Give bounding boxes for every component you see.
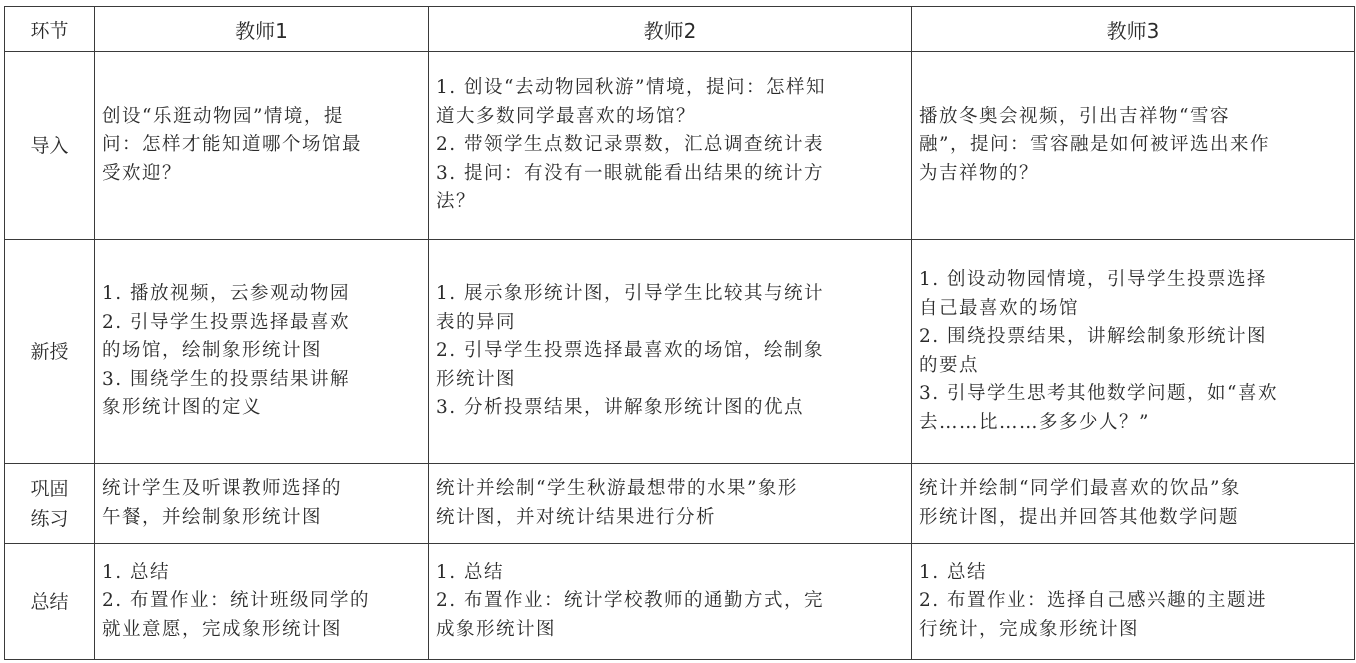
- cell-line: 的场馆，绘制象形统计图: [102, 340, 323, 362]
- teacher-3-cell: [912, 240, 1355, 464]
- cell-line: 午餐，并绘制象形统计图: [102, 506, 323, 528]
- header-teacher-3: 教师3: [912, 7, 1355, 52]
- teacher-1-cell: [95, 240, 429, 464]
- header-stage: 环节: [5, 7, 95, 52]
- cell-line: 播放冬奥会视频，引出吉祥物“雪容: [919, 105, 1230, 127]
- cell-line: 3. 围绕学生的投票结果讲解: [102, 368, 351, 390]
- stage-label: 导入: [5, 52, 95, 240]
- cell-line: 创设“乐逛动物园”情境，提: [102, 105, 344, 127]
- cell-line: 2. 布置作业：选择自己感兴趣的主题进: [919, 590, 1268, 612]
- cell-line: 2. 引导学生投票选择最喜欢的场馆，绘制象: [436, 340, 825, 362]
- cell-line: 1. 总结: [919, 561, 988, 583]
- teacher-3-cell: [912, 464, 1355, 544]
- cell-line: 问：怎样才能知道哪个场馆最: [102, 134, 363, 156]
- teacher-2-cell: [429, 240, 912, 464]
- stage-label: 总结: [5, 544, 95, 660]
- table-row-summary: [5, 544, 1355, 660]
- cell-line: 统计并绘制“同学们最喜欢的饮品”象: [919, 478, 1241, 499]
- table-row-intro: [5, 52, 1355, 240]
- stage-label-line: 巩固: [30, 477, 69, 500]
- cell-line: 2. 围绕投票结果，讲解绘制象形统计图: [919, 326, 1268, 347]
- cell-line: 道大多数同学最喜欢的场馆？: [436, 105, 697, 127]
- cell-line: 统计并绘制“学生秋游最想带的水果”象形: [436, 478, 798, 499]
- cell-line: 的要点: [919, 354, 980, 376]
- cell-line: 1. 创设动物园情境，引导学生投票选择: [919, 269, 1268, 290]
- cell-line: 统计学生及听课教师选择的: [102, 478, 343, 499]
- table-row-practice: [5, 464, 1355, 544]
- cell-line: 3. 引导学生思考其他数学问题，如“喜欢: [919, 383, 1278, 404]
- cell-line: 统计图，并对统计结果进行分析: [436, 506, 717, 528]
- cell-line: 表的异同: [436, 311, 517, 333]
- cell-line: 形统计图，提出并回答其他数学问题: [919, 506, 1240, 528]
- teacher-2-cell: [429, 544, 912, 660]
- stage-label: [5, 464, 95, 544]
- header-teacher-2: 教师2: [429, 7, 912, 52]
- cell-line: 为吉祥物的？: [919, 162, 1040, 184]
- cell-line: 融”，提问：雪容融是如何被评选出来作: [919, 134, 1270, 156]
- teacher-1-cell: [95, 464, 429, 544]
- teacher-1-cell: [95, 52, 429, 240]
- cell-line: 去……比……多多少人？”: [919, 411, 1150, 433]
- cell-line: 象形统计图的定义: [102, 397, 263, 419]
- cell-line: 2. 布置作业：统计班级同学的: [102, 590, 371, 612]
- cell-line: 自己最喜欢的场馆: [919, 297, 1080, 319]
- cell-line: 受欢迎？: [102, 162, 183, 184]
- cell-line: 3. 提问：有没有一眼就能看出结果的统计方: [436, 162, 825, 184]
- cell-line: 1. 总结: [102, 561, 171, 583]
- cell-line: 成象形统计图: [436, 618, 557, 640]
- header-row: [5, 7, 1355, 52]
- cell-line: 2. 引导学生投票选择最喜欢: [102, 311, 351, 333]
- cell-line: 1. 总结: [436, 561, 505, 583]
- stage-label-line: 练习: [30, 507, 69, 530]
- stage-label: 新授: [5, 240, 95, 464]
- cell-line: 1. 创设“去动物园秋游”情境，提问：怎样知: [436, 77, 826, 99]
- teacher-3-cell: [912, 52, 1355, 240]
- cell-line: 行统计，完成象形统计图: [919, 618, 1140, 640]
- header-teacher-1: 教师1: [95, 7, 429, 52]
- table-row-new-lesson: [5, 240, 1355, 464]
- cell-line: 2. 布置作业：统计学校教师的通勤方式，完: [436, 590, 825, 612]
- cell-line: 3. 分析投票结果，讲解象形统计图的优点: [436, 397, 805, 419]
- cell-line: 2. 带领学生点数记录票数，汇总调查统计表: [436, 134, 825, 156]
- cell-line: 形统计图: [436, 368, 517, 390]
- lesson-comparison-table: [4, 6, 1355, 660]
- teacher-2-cell: [429, 52, 912, 240]
- teacher-2-cell: [429, 464, 912, 544]
- cell-line: 就业意愿，完成象形统计图: [102, 618, 343, 640]
- cell-line: 1. 播放视频，云参观动物园: [102, 283, 351, 305]
- teacher-3-cell: [912, 544, 1355, 660]
- teacher-1-cell: [95, 544, 429, 660]
- cell-line: 法？: [436, 191, 477, 213]
- cell-line: 1. 展示象形统计图，引导学生比较其与统计: [436, 283, 825, 305]
